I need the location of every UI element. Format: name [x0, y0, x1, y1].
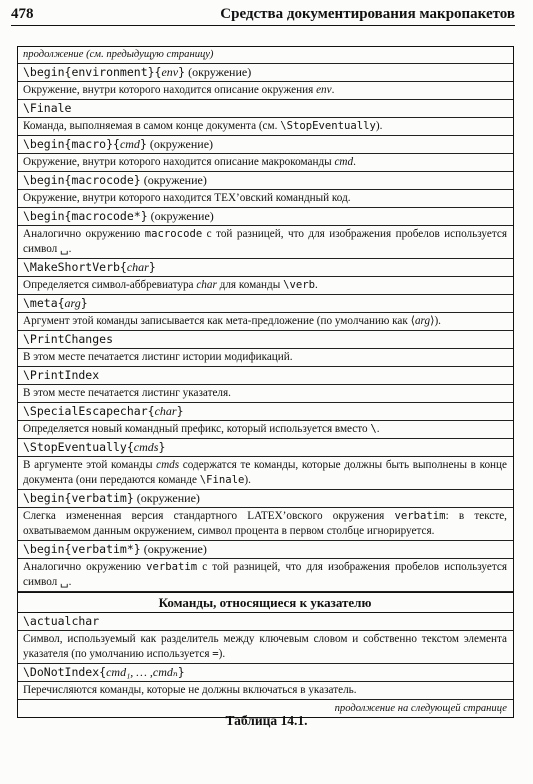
commands-table — [17, 46, 514, 718]
description-text: Команда, выполняемая в самом конце документа (см. — [23, 120, 281, 132]
command-code: \PrintChanges — [23, 332, 114, 346]
command-code-end: } — [176, 404, 184, 418]
description-text: verbatim — [146, 561, 198, 573]
command-row — [18, 295, 513, 313]
command-code: \begin{verbatim*} — [23, 542, 141, 556]
command-code-end: } — [177, 665, 185, 679]
description-text: Определяется новый командный префикс, который используется вместо — [23, 423, 371, 435]
description-row — [18, 226, 513, 259]
page-number: 478 — [11, 6, 34, 22]
description-text: Аналогично окружению — [23, 561, 147, 573]
description-row — [18, 631, 513, 664]
description-row — [18, 349, 513, 367]
running-title: Средства документирования макропакетов — [220, 6, 515, 22]
description-text: Слегка измененная версия стандартного LATEX’овского окружения — [23, 510, 395, 522]
description-row — [18, 385, 513, 403]
description-text: = — [212, 648, 219, 660]
description-text: macrocode — [144, 228, 203, 240]
command-code: \SpecialEscapechar{ — [23, 404, 155, 418]
description-text: . — [314, 279, 318, 291]
description-text: verbatim — [394, 510, 446, 522]
description-text: с той разницей, что для изображения пробелов используется символ ␣. — [23, 561, 507, 588]
description-text: Окружение, внутри которого находится TEX’овский командный код. — [23, 192, 351, 204]
command-row — [18, 259, 513, 277]
command-argument: cmds — [133, 440, 159, 454]
command-argument: arg — [64, 296, 81, 310]
description-row — [18, 82, 513, 100]
description-text: \Finale — [199, 474, 245, 486]
description-row — [18, 457, 513, 490]
command-row — [18, 664, 513, 682]
description-text: Символ, используемый как разделитель между ключевым словом и собственно текстом элемента указателя (по умолчанию используется — [23, 633, 507, 660]
description-row — [18, 508, 513, 541]
description-text: ). — [244, 474, 251, 486]
command-code-end: } — [158, 440, 166, 454]
description-text: char — [196, 279, 217, 291]
command-code-end: } — [139, 137, 147, 151]
continued-on-note: продолжение на следующей странице — [334, 703, 507, 714]
description-row — [18, 154, 513, 172]
description-row — [18, 277, 513, 295]
command-code: \MakeShortVerb{ — [23, 260, 127, 274]
description-text: cmds — [156, 459, 180, 471]
command-row — [18, 172, 513, 190]
description-text: для команды — [216, 279, 284, 291]
section-heading: Команды, относящиеся к указателю — [18, 592, 513, 613]
command-row — [18, 490, 513, 508]
description-text: ⟩). — [430, 315, 441, 327]
command-note: (окружение) — [146, 137, 214, 151]
command-row — [18, 439, 513, 457]
description-text: Окружение, внутри которого находится описание окружения — [23, 84, 317, 96]
command-row — [18, 100, 513, 118]
description-text: с той разницей, что для изображения пробелов используется символ ␣. — [23, 228, 507, 255]
description-row — [18, 118, 513, 136]
command-code-end: } — [178, 65, 186, 79]
description-text: arg — [414, 315, 431, 327]
command-note: (окружение) — [140, 542, 207, 556]
command-code: \DoNotIndex{ — [23, 665, 107, 679]
command-code: \begin{macro}{ — [23, 137, 120, 151]
description-text: В этом месте печатается листинг истории модификаций. — [23, 351, 293, 363]
description-text: . — [331, 84, 335, 96]
description-text: Аналогично окружению — [23, 228, 145, 240]
command-code: \StopEventually{ — [23, 440, 134, 454]
command-note: (окружение) — [185, 65, 252, 79]
continued-from-note: продолжение (см. предыдущую страницу) — [18, 47, 513, 64]
description-text: . — [353, 156, 356, 168]
description-text: ). — [375, 120, 383, 132]
command-code-end: } — [80, 296, 88, 310]
description-text: Определяется символ-аббревиатура — [23, 279, 197, 291]
description-text: env — [316, 84, 332, 96]
command-row — [18, 403, 513, 421]
command-code: \Finale — [23, 101, 72, 115]
command-argument: char — [126, 260, 149, 274]
running-header — [11, 3, 515, 26]
description-text: cmd — [334, 156, 354, 168]
command-row — [18, 136, 513, 154]
description-row — [18, 313, 513, 331]
command-code: \begin{verbatim} — [23, 491, 134, 505]
table-caption: Таблица 14.1. — [225, 713, 308, 728]
description-text: Окружение, внутри которого находится описание макрокоманды — [23, 156, 335, 168]
command-code: \begin{environment}{ — [23, 65, 162, 79]
description-text: . — [376, 423, 380, 435]
command-code: \begin{macrocode*} — [23, 209, 148, 223]
description-row — [18, 559, 513, 592]
description-text: В этом месте печатается листинг указателя. — [23, 387, 231, 399]
description-text: \ — [370, 423, 377, 435]
command-row — [18, 208, 513, 226]
command-code: \actualchar — [23, 614, 100, 628]
description-text: \StopEventually — [280, 120, 376, 132]
description-text: Аргумент этой команды записывается как мета-предложение (по умолчанию как ⟨ — [23, 315, 415, 327]
description-text: : в тексте, охватываемом данным окружением, символ процента в первом столбце игнорируется. — [23, 510, 507, 537]
command-row — [18, 367, 513, 385]
command-argument: char — [154, 404, 177, 418]
command-argument: cmd — [119, 137, 140, 151]
command-row — [18, 331, 513, 349]
description-text: В аргументе этой команды — [23, 459, 157, 471]
command-argument: cmd₁, … ,cmdₙ — [106, 665, 178, 679]
command-code: \PrintIndex — [23, 368, 100, 382]
description-text: ). — [218, 648, 226, 660]
command-row — [18, 613, 513, 631]
command-code-end: } — [148, 260, 156, 274]
description-text: Перечисляются команды, которые не должны включаться в указатель. — [23, 684, 357, 696]
command-note: (окружение) — [147, 209, 214, 223]
command-code: \meta{ — [23, 296, 65, 310]
description-text: \verb — [283, 279, 315, 291]
command-note: (окружение) — [140, 173, 207, 187]
description-row — [18, 190, 513, 208]
command-argument: env — [161, 65, 179, 79]
description-row — [18, 421, 513, 439]
command-row — [18, 64, 513, 82]
command-row — [18, 541, 513, 559]
description-row — [18, 682, 513, 700]
description-text: содержатся те команды, которые должны быть выполнены в конце документа (они передаются команде — [23, 459, 507, 486]
command-note: (окружение) — [133, 491, 200, 505]
command-code: \begin{macrocode} — [23, 173, 141, 187]
